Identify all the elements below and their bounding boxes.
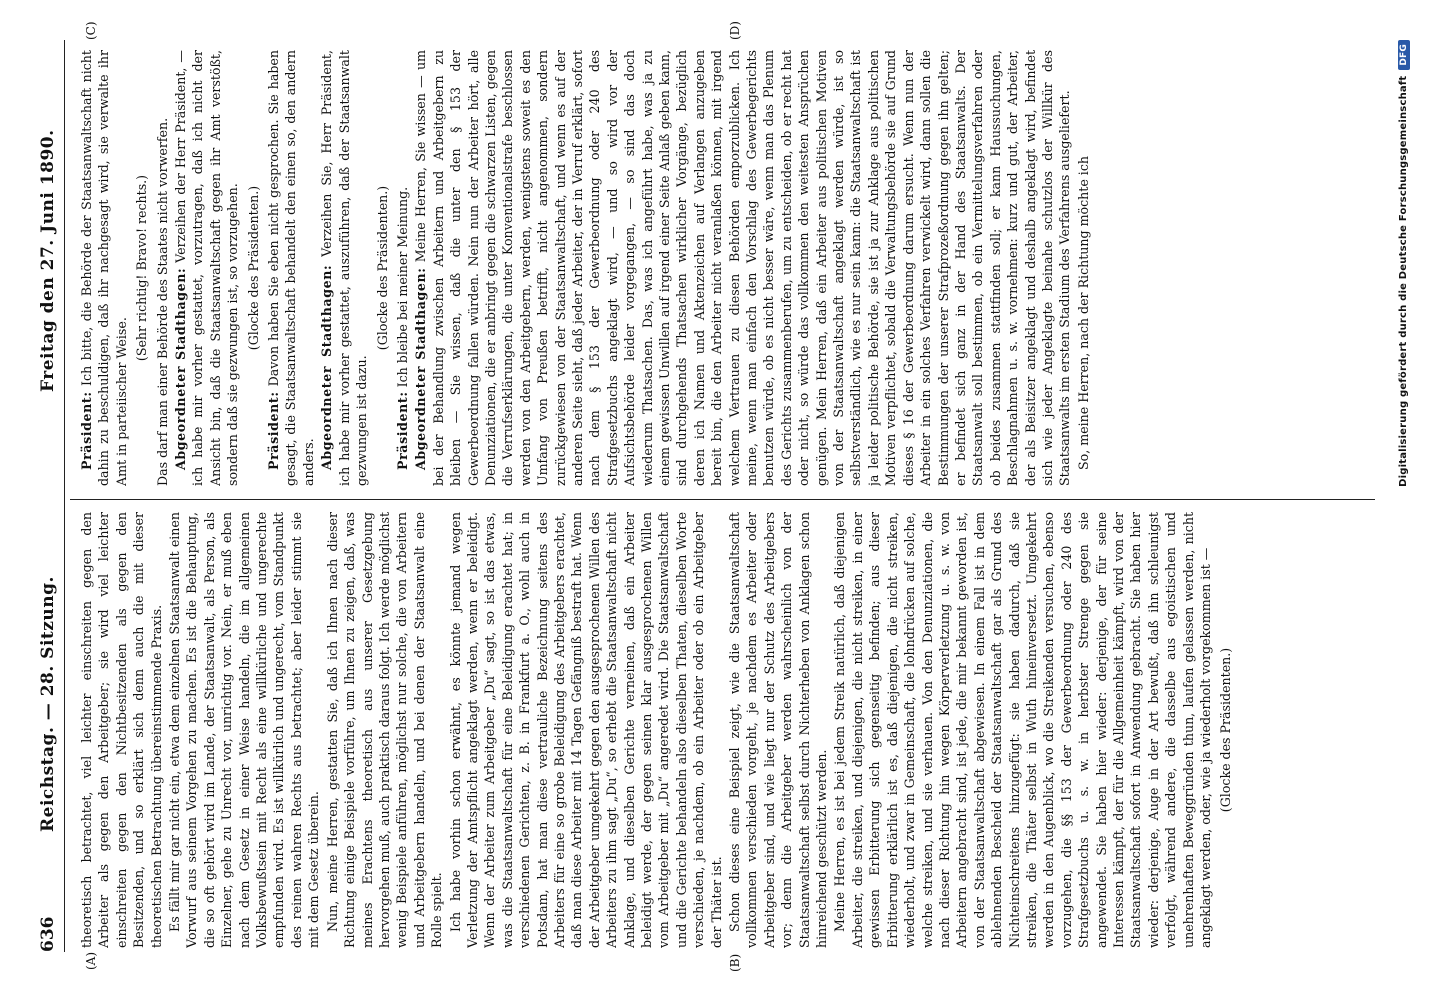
right-paragraph-7	[318, 50, 370, 486]
left-paragraph-3: Nun, meine Herren, gestatten Sie, daß ich Ihnen nach dieser Richtung einige Beispiele vorführe, um Ihnen zu zeigen, daß, was meines Erachtens theoretisch aus unserer Gesetzgebung hervorgehen muß, auch praktisch daraus folgt. Ich werde möglichst wenig Beispiele anführen, möglichst nur solche, die von Arbeitern und Arbeitgebern handeln, und bei denen der Staatsanwalt eine Rolle spielt.	[324, 512, 445, 948]
speech-text: Ich bleibe bei meiner Meinung.	[394, 186, 410, 388]
speaker-president: Präsident:	[79, 391, 94, 470]
speaker-stadthagen: Abgeordneter Stadthagen:	[413, 267, 429, 470]
speech-text: Davon haben Sie eben nicht gesprochen. Sie haben gesagt, die Staatsanwaltschaft behandelt den einen so, den andern anders.	[266, 50, 316, 486]
left-paragraph-2: Es fällt mir gar nicht ein, etwa dem einzelnen Staatsanwalt einen Vorwurf aus seinem Vorgehen zu machen. Es ist die Behauptung, die so oft gehört wird im Lande, der Staatsanwalt, als Person, als Einzelner, gehe zu Unrecht vor, unrichtig vor. Nein, er muß eben nach dem Gesetz in einer Weise handeln, die im allgemeinen Volksbewußtsein mit Recht als eine willkürliche und ungerechte empfunden wird. Es ist willkürlich und ungerecht, vom Standpunkt des reinen wahren Rechts aus betrachtet; aber leider stimmt sie mit dem Gesetz überein.	[167, 512, 322, 948]
right-paragraph-10	[412, 50, 1073, 486]
dfg-logo: DFG	[1398, 40, 1410, 70]
header-right-title: Freitag den 27. Juni 1890.	[38, 129, 58, 392]
right-paragraph-6	[265, 50, 317, 486]
column-divider	[70, 499, 1375, 500]
page-number: 636	[38, 916, 58, 952]
speech-text: Meine Herren, Sie wissen — um bei der Behandlung zwischen Arbeitern und Arbeitgebern zu bleiben — Sie wissen, daß die unter den § 153 der Gewerbeordnung fallen würden. Nein nun der Arbeiter hört, alle Denunziationen, die er anbringt gegen die schwarzen Listen, gegen die Verrufserklärungen, die unter Konventionalstrafe beschlossen werden von den Arbeitgebern, werden, wenigstens soweit es den Umfang von Preußen betrifft, nicht angenommen, sondern zurückgewiesen von der Staatsanwaltschaft, und wenn es auf der anderen Seite sieht, daß jeder Arbeiter, der in Verruf erklärt, sofort nach dem § 153 der Gewerbeordnung oder 240 des Strafgesetzbuchs angeklagt wird, — und so wird vor der Aufsichtsbehörde leider vorgegangen, — so sind das doch wiederum Thatsachen. Das, was ich angeführt habe, was ja zu einem gewissen Unwillen auf irgend einer Seite Anlaß geben kann, sind durchgehends Thatsachen wirklicher Vorgänge, bezüglich deren ich Namen und Aktenzeichen auf Verlangen anzugeben bereit bin, die den Arbeiter nicht veranlaßen können, mit irgend welchem Vertrauen zu diesen Behörden emporzublicken. Ich meine, wenn man einfach den Vorschlag des Gewerbegerichts benutzen würde, ob es nicht besser wäre, wenn man das Plenum des Gerichts zusammenberufen, um zu entscheiden, ob er recht hat oder nicht, so würde das vollkommen den weitesten Ansprüchen genügen. Mein Herren, daß ein Arbeiter aus politischen Motiven von der Staatsanwaltschaft angeklagt werden würde, ist so selbstverständlich, wie es nur sein kann: die Staatsanwaltschaft ist ja leider politische Behörde, sie ist ja zur Anklage aus politischen Motiven verpflichtet, sobald die Verwaltungsbehörde sie auf Grund dieses § 16 der Gewerbeordnung darum ersucht. Wenn nun der Arbeiter in ein solches Verfahren verwickelt wird, dann sollen die Bestimmungen der unserer Strafprozeßordnung gegen ihn gelten; er befindet sich ganz in der Hand des Staatsanwalts. Der Staatsanwalt soll bestimmen, ob ein Vermittelungsverfahren oder ob beides zusammen stattfinden soll; er kann Haussuchungen, Beschlagnahmen u. s. w. vornehmen: kurz und gut, der Arbeiter, der als Beisitzer angeklagt und deshalb angeklagt wird, befindet sich wie jeder Angeklagte beinahe schutzlos der Willkür des Staatsanwalts im ersten Stadium des Verfahrens ausgeliefert.	[413, 50, 1073, 486]
left-column	[78, 512, 1378, 948]
right-stage-direction-2: (Glocke des Präsidenten.)	[245, 185, 261, 351]
right-column	[78, 50, 1378, 486]
left-paragraph-5: Schon dieses eine Beispiel zeigt, wie die Staatsanwaltschaft vollkommen verschieden vorgeht, je nachdem es Arbeiter oder Arbeitgeber sind, und wie liegt nur der Schutz des Arbeitgebers vor; denn die Arbeitgeber werden wahrscheinlich von der Staatsanwaltschaft selbst durch Nichterheben von Anklagen schon hinreichend geschützt werden.	[727, 512, 830, 948]
speaker-stadthagen: Abgeordneter Stadthagen:	[319, 264, 335, 470]
footer-credit: Digitalisierung gefördert durch die Deutsche Forschungsgemeinschaft	[1398, 75, 1409, 487]
right-paragraph-4	[172, 50, 242, 486]
right-stage-direction-3: (Glocke des Präsidenten.)	[374, 185, 390, 351]
right-paragraph-3: Das darf man einer Behörde des Staates nicht vorwerfen.	[154, 117, 170, 486]
speech-text: Ich bitte, die Behörde der Staatsanwaltschaft nicht dahin zu beschuldigen, daß ihr nachgesagt wird, sie verwalte ihr Amt in parteiischer Weise.	[79, 50, 129, 486]
right-paragraph-9	[394, 50, 411, 486]
margin-mark-d: (D)	[728, 21, 742, 40]
left-paragraph-1: theoretisch betrachtet, viel leichter einschreiten gegen den Arbeiter als gegen den Arbeitgeber; sie wird viel leichter einschreiten gegen den Nichtbesitzenden als gegen den Besitzenden, und so erklärt sich denn auch die mit dieser theoretischen Betrachtung übereinstimmende Praxis.	[79, 512, 164, 948]
right-paragraph-11: So, meine Herren, nach der Richtung möchte ich	[1075, 156, 1091, 470]
margin-mark-a: (A)	[84, 951, 98, 970]
right-paragraph-1	[78, 50, 130, 486]
left-paragraph-4: Ich habe vorhin schon erwähnt, es könnte jemand wegen Verletzung der Amtspflicht angeklagt werden, wenn er beleidigt. Wenn der Arbeiter zum Arbeitgeber „Du“ sagt, so ist das etwas, was die Staatsanwaltschaft für eine Beleidigung erachtet hat; in verschiedenen Gerichten, z. B. in Frankfurt a. O., wohl auch in Potsdam, hat man diese vertrauliche Bezeichnung seitens des Arbeiters für eine so grobe Beleidigung des Arbeitgebers erachtet, daß man diese Arbeiter mit 14 Tagen Gefängniß bestraft hat. Wenn der Arbeitgeber umgekehrt gegen den ausgesprochenen Willen des Arbeiters zu ihm sagt „Du“, so erhebt die Staatsanwaltschaft nicht Anklage, und dieselben Gerichte verneinen, daß ein Arbeiter beleidigt werde, der gegen seinen klar ausgesprochenen Willen vom Arbeitgeber mit „Du“ angeredet wird. Die Staatsanwaltschaft und die Gerichte behandeln also dieselben Thaten, dieselben Worte verschieden, je nachdem, ob ein Arbeiter oder ob ein Arbeitgeber der Thäter ist.	[447, 512, 724, 948]
speech-text: Verzeihen Sie, Herr Präsident, ich habe mir vorher gestattet, auszuführen, daß der Staatsanwalt gezwungen ist dazu.	[319, 50, 370, 486]
right-stage-direction-1: (Sehr richtig! Bravo! rechts.)	[134, 174, 150, 362]
header-rule	[64, 40, 65, 952]
digitization-footer	[1398, 40, 1418, 952]
page-header	[32, 40, 62, 952]
speech-text: Verzeihen der Herr Präsident, — ich habe mir vorher gestattet, vorzutragen, daß ich nicht der Ansicht bin, daß die Staatsanwaltschaft gegen ihr Amt verstößt, sondern daß sie gezwungen ist, so vorzugehen.	[173, 50, 241, 486]
header-left-title: Reichstag. — 28. Sitzung.	[38, 576, 58, 832]
speaker-stadthagen: Abgeordneter Stadthagen:	[173, 267, 189, 470]
speaker-president: Präsident:	[394, 391, 410, 470]
margin-mark-c: (C)	[84, 21, 98, 40]
left-stage-direction: (Glocke des Präsidenten.)	[1218, 647, 1234, 813]
left-paragraph-6: Meine Herren, es ist bei jedem Streik natürlich, daß diejenigen Arbeiter, die streiken, und diejenigen, die nicht streiken, in einer gewissen Erbitterung sich gegenseitig befinden; aus dieser Erbitterung erklärlich ist es, daß diejenigen, die nicht streiken, wiederholt, und zwar in Gemeinschaft, die lohndrücken auf solche, welche streiken, und sie verhauen. Von den Denunziationen, die nach dieser Richtung hin wegen Körperverletzung u. s. w. von Arbeitern angebracht sind, ist jede, die mir bekannt geworden ist, von der Staatsanwaltschaft abgewiesen. In einem Fall ist in dem ablehnenden Bescheid der Staatsanwaltschaft gar als Grund des Nichteinschreitens hinzugefügt: sie haben dadurch, daß sie streiken, die Thäter selbst in Wuth hineinversetzt. Umgekehrt werden in den Augenblick, wo die Streikenden versuchen, ebenso vorzugehen, die §§ 153 der Gewerbeordnung oder 240 des Strafgesetzbuchs u. s. w. in herbster Strenge gegen sie angewendet. Sie haben hier wieder: derjenige, der für seine Interessen kämpft, der für die Allgemeinheit kämpft, wird von der Staatsanwaltschaft sofort in Anwendung gebracht. Sie haben hier wieder: derjenige, Auge in der Art bewußt, daß ihn schleunigst verfolgt, während andere, die dasselbe aus egoistischen und unehrenhaften Beweggründen thun, laufen gelassen werden, nicht angeklagt werden, oder, wie ja wiederholt vorgekommen ist —	[832, 512, 1213, 948]
margin-mark-b: (B)	[728, 953, 742, 972]
speaker-president: Präsident:	[266, 391, 282, 470]
